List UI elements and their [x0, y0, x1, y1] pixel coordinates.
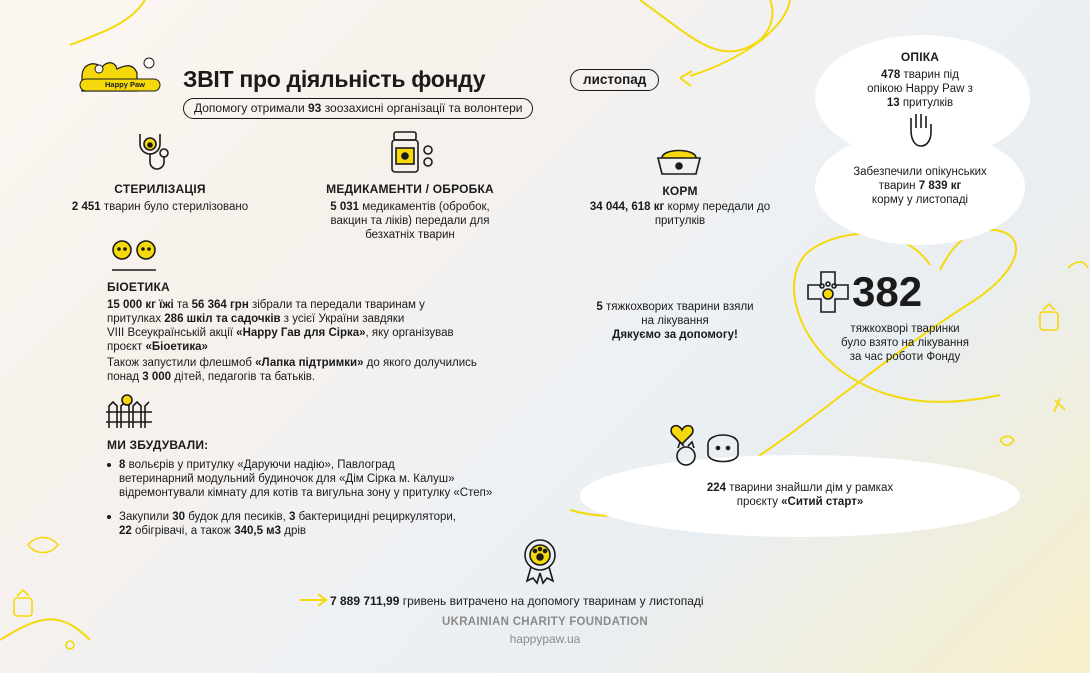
built-heaters: 22	[119, 525, 132, 537]
food-line2: притулків	[654, 215, 706, 227]
care-line2: опікою Happy Paw з	[867, 83, 973, 95]
built-b2-t3: бактерицидні рециркулятори,	[295, 511, 456, 523]
medicines-heading: МЕДИКАМЕНТИ / ОБРОБКА	[326, 182, 494, 196]
home-number: 224	[706, 482, 727, 494]
care-number-shelters: 13	[886, 97, 900, 109]
children-icon	[108, 236, 160, 274]
care-food-number: 7 839 кг	[918, 180, 962, 192]
subtitle-pill	[183, 98, 533, 119]
logo-text: Happy Paw	[105, 80, 146, 89]
medical-cross-icon	[806, 270, 850, 314]
total-spent-number: 7 889 711,99	[330, 594, 400, 608]
home-line1: тварини знайшли дім у рамках	[726, 482, 894, 494]
bioethics-heading: БІОЕТИКА	[107, 280, 170, 294]
built-list	[107, 458, 577, 538]
bioethics-t3: притулках	[107, 313, 165, 325]
total-severe-text	[815, 322, 995, 364]
bioethics-project: «Біоетика»	[145, 341, 208, 353]
fence-dog-icon	[106, 392, 152, 430]
bioethics-food: 15 000 кг їжі	[107, 299, 174, 311]
food-text	[560, 200, 800, 228]
award-medal-icon	[518, 537, 562, 585]
food-line1: корму передали до	[664, 201, 771, 213]
built-firewood: 340,5 м3	[234, 525, 282, 537]
bioethics-paragraph-1	[107, 298, 577, 354]
month-pill: листопад	[570, 69, 659, 91]
bioethics-t1: та	[173, 299, 192, 311]
stethoscope-icon	[134, 130, 178, 174]
severe-line1: тяжкохворих тварини взяли	[602, 301, 754, 313]
bioethics-t2: зібрали та передали тваринам у	[248, 299, 425, 311]
bioethics-t7: проєкт	[107, 341, 146, 353]
built-item-1	[107, 458, 577, 500]
bioethics-t4: з усієї України завдяки	[280, 313, 405, 325]
hand-icon	[905, 110, 935, 148]
website-link[interactable]: happypaw.ua	[509, 632, 581, 646]
care-food-pre: тварин	[878, 180, 919, 192]
care-line1: тварин під	[900, 69, 959, 81]
subtitle-number: 93	[308, 101, 322, 115]
org-name: UKRAINIAN CHARITY FOUNDATION	[441, 616, 649, 628]
bioethics-flashmob: «Лапка підтримки»	[255, 357, 364, 369]
sterilization-label: тварин було стерилізовано	[100, 201, 249, 213]
bioethics-p2-t1: Також запустили флешмоб	[107, 357, 256, 369]
built-enclosures-number: 8	[119, 459, 126, 471]
care-line3: притулків	[899, 97, 954, 109]
medicines-number: 5 031	[330, 201, 360, 213]
care-heading: ОПІКА	[900, 50, 940, 64]
total-spent-text	[330, 594, 704, 608]
home-project: «Ситий старт»	[781, 496, 864, 508]
home-text	[650, 481, 950, 509]
food-heading: КОРМ	[662, 184, 698, 198]
built-b1-l1: вольєрів у притулку «Даруючи надію», Павлоград	[125, 459, 395, 471]
care-text	[835, 68, 1005, 110]
total-severe-line3: за час роботи Фонду	[849, 351, 961, 363]
bioethics-p2-t4: дітей, педагогів та батьків.	[171, 371, 316, 383]
logo	[77, 55, 162, 95]
medicines-line1: медикаментів (обробок,	[359, 201, 490, 213]
page-title: ЗВІТ про діяльність фонду	[183, 66, 486, 92]
total-severe-line1: тяжкохворі тваринки	[850, 323, 960, 335]
bullet-icon	[107, 515, 111, 519]
bioethics-t6: , яку організував	[365, 327, 454, 339]
built-b1-l3: відремонтували кімнату для котів та вигульна зону у притулку «Степ»	[119, 487, 493, 499]
severe-text	[560, 300, 790, 342]
built-b1-l2: ветеринарний модульний будиночок для «Дім Сірка м. Калуш»	[119, 473, 455, 485]
medicines-line3: безхатніх тварин	[365, 229, 455, 241]
severe-line2: на лікування	[641, 315, 709, 327]
subtitle-post: зоозахисні організації та волонтери	[321, 101, 523, 115]
built-b2-t5: дрів	[281, 525, 307, 537]
bioethics-p2-t2: до якого долучились	[363, 357, 477, 369]
built-recirculators: 3	[289, 511, 296, 523]
care-number-animals: 478	[881, 69, 901, 81]
built-b2-t4: обігрівачі, а також	[131, 525, 235, 537]
built-b2-t2: будок для песиків,	[185, 511, 289, 523]
built-heading: МИ ЗБУДУВАЛИ:	[107, 438, 209, 452]
sterilization-number: 2 451	[71, 201, 101, 213]
medicines-line2: вакцин та ліків) передали для	[330, 215, 490, 227]
total-severe-number: 382	[852, 268, 923, 315]
sterilization-text	[30, 200, 290, 214]
happy-paw-logo-icon	[77, 55, 162, 95]
cat-dog-hearts-icon	[668, 418, 748, 468]
severe-number: 5	[596, 301, 603, 313]
care-food-line1: Забезпечили опікунських	[853, 166, 987, 178]
medicine-jar-icon	[390, 130, 436, 176]
bioethics-p2-t3: понад	[107, 371, 143, 383]
bioethics-t5: VIII Всеукраїнській акції	[107, 327, 237, 339]
bioethics-participants: 3 000	[142, 371, 172, 383]
care-food-text	[825, 165, 1015, 207]
bullet-icon	[107, 463, 111, 467]
care-food-line3: корму у листопаді	[871, 194, 969, 206]
food-bowl-icon	[656, 142, 702, 178]
built-item-2	[107, 510, 577, 538]
subtitle-pre: Допомогу отримали	[194, 101, 308, 115]
built-kennels: 30	[172, 511, 186, 523]
medicines-text	[290, 200, 530, 242]
bioethics-action: «Happy Гав для Сірка»	[236, 327, 366, 339]
built-b2-t1: Закупили	[119, 511, 173, 523]
bioethics-schools: 286 шкіл та садочків	[164, 313, 281, 325]
total-severe-line2: було взято на лікування	[841, 337, 969, 349]
home-line2-pre: проєкту	[736, 496, 782, 508]
sterilization-heading: СТЕРИЛІЗАЦІЯ	[114, 182, 206, 196]
total-spent-label: гривень витрачено на допомогу тваринам у листопаді	[399, 594, 704, 608]
bioethics-paragraph-2	[107, 356, 577, 384]
food-number: 34 044, 618 кг	[589, 201, 665, 213]
bioethics-money: 56 364 грн	[191, 299, 249, 311]
severe-thanks: Дякуємо за допомогу!	[612, 329, 738, 341]
